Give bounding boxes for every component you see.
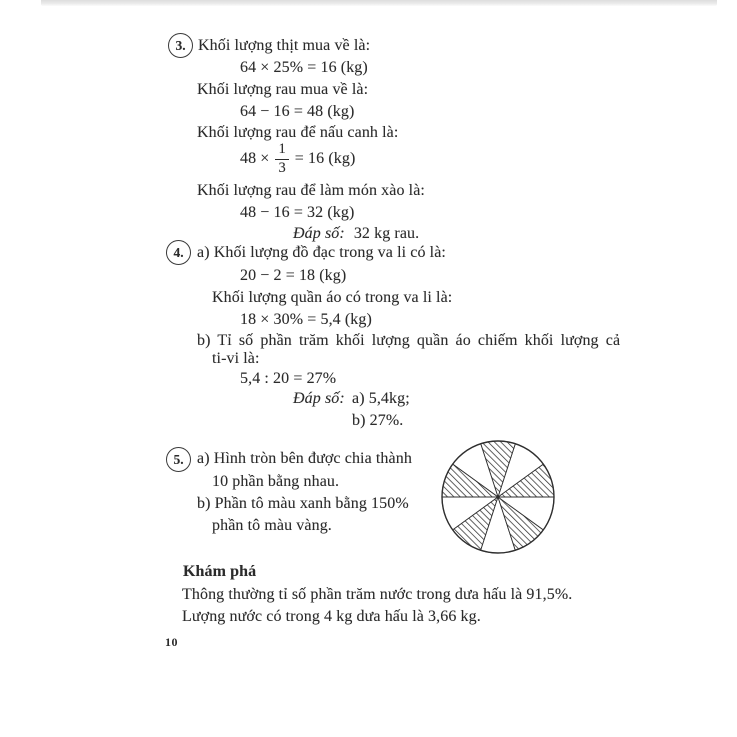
- answer-label: Đáp số:: [293, 390, 345, 407]
- page-number: 10: [165, 635, 178, 649]
- scan-edge-shadow: [41, 0, 717, 6]
- kham-pha-title: Khám phá: [183, 563, 257, 580]
- solution-line: 10 phần bằng nhau.: [212, 473, 340, 490]
- solution-line: b) Phần tô màu xanh bằng 150%: [197, 495, 409, 512]
- solution-line: Khối lượng thịt mua về là:: [198, 37, 371, 54]
- kham-pha-line: Lượng nước có trong 4 kg dưa hấu là 3,66 kg.: [182, 608, 481, 625]
- solution-line: a) Hình tròn bên được chia thành: [197, 450, 412, 467]
- problem-5-number: 5.: [173, 451, 184, 467]
- solution-line: b) Tỉ số phần trăm khối lượng quần áo chiếm khối lượng cả: [197, 332, 621, 349]
- solution-line: Khối lượng quần áo có trong va li là:: [212, 289, 453, 306]
- equation-line: 18 × 30% = 5,4 (kg): [240, 311, 372, 328]
- equation-line: 64 × 25% = 16 (kg): [240, 59, 368, 76]
- solution-line: Khối lượng rau để nấu canh là:: [197, 124, 399, 141]
- fraction: [275, 142, 288, 176]
- answer-line: [293, 224, 419, 243]
- solution-line: Khối lượng rau mua về là:: [197, 81, 369, 98]
- equation-line: 20 − 2 = 18 (kg): [240, 267, 347, 284]
- equation-line: 48 − 16 = 32 (kg): [240, 204, 355, 221]
- solution-line: a) Khối lượng đồ đạc trong va li có là:: [197, 244, 446, 261]
- problem-4-number: 4.: [173, 244, 184, 260]
- fraction-denominator: 3: [278, 160, 286, 176]
- solution-line: Khối lượng rau để làm món xào là:: [197, 182, 425, 199]
- solution-line: phần tô màu vàng.: [212, 517, 332, 534]
- fraction-numerator: 1: [275, 142, 288, 160]
- answer-value: 32 kg rau.: [353, 225, 420, 242]
- fraction-eq-suffix: = 16 (kg): [294, 150, 356, 167]
- fraction-eq-prefix: 48 ×: [240, 150, 270, 167]
- problem-5-badge: [166, 447, 191, 472]
- problem-3-number: 3.: [175, 37, 186, 53]
- problem-3-badge: [168, 33, 193, 58]
- answer-value-b: b) 27%.: [352, 412, 404, 429]
- answer-label: Đáp số:: [293, 225, 345, 242]
- pie-sectors-group: [442, 441, 554, 553]
- answer-value-a: a) 5,4kg;: [352, 390, 410, 407]
- kham-pha-line: Thông thường tỉ số phần trăm nước trong dưa hấu là 91,5%.: [182, 586, 573, 603]
- equation-with-fraction: [240, 142, 355, 176]
- problem-4-badge: [166, 240, 191, 265]
- circle-figure: [438, 437, 558, 557]
- solution-line: ti-vi là:: [212, 350, 260, 367]
- equation-line: 5,4 : 20 = 27%: [240, 370, 337, 387]
- equation-line: 64 − 16 = 48 (kg): [240, 103, 355, 120]
